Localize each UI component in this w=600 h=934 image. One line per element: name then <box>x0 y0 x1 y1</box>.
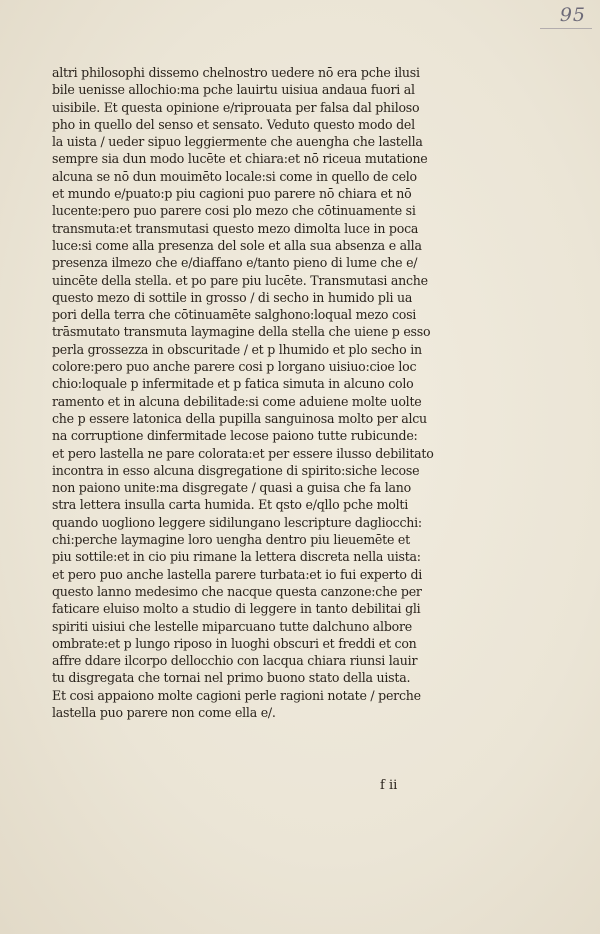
text-line: et pero lastella ne pare colorata:et per essere ilusso debilitato <box>52 445 434 461</box>
text-line: luce:si come alla presenza del sole et alla sua absenza e alla <box>52 237 422 253</box>
text-line: questo lanno medesimo che nacque questa canzone:che per <box>52 583 422 599</box>
text-line: che p essere latonica della pupilla sanguinosa molto per alcu <box>52 410 427 426</box>
text-line: questo mezo di sottile in grosso / di secho in humido pli ua <box>52 289 413 305</box>
text-line: ombrate:et p lungo riposo in luoghi obscuri et freddi et con <box>52 635 417 651</box>
text-line: uisibile. Et questa opinione e/riprouata per falsa dal philoso <box>52 99 420 115</box>
text-line: altri philosophi dissemo chelnostro uedere nō era pche ilusi <box>52 65 420 80</box>
text-line: sempre sia dun modo lucēte et chiara:et nō riceua mutatione <box>52 151 428 167</box>
text-line: ramento et in alcuna debilitade:si come aduiene molte uolte <box>52 393 422 409</box>
text-line: transmuta:et transmutasi questo mezo dimolta luce in poca <box>52 220 419 236</box>
text-line: na corruptione dinfermitade lecose paiono tutte rubicunde: <box>52 428 418 444</box>
folio-number: 95 <box>559 4 586 26</box>
signature-mark: f ii <box>380 778 398 793</box>
text-line: et pero puo anche lastella parere turbata:et io fui experto di <box>52 566 423 582</box>
text-block <box>52 64 552 721</box>
text-line: tu disgregata che tornai nel primo buono stato della uista. <box>52 670 411 686</box>
text-line: spiriti uisiui che lestelle miparcuano tutte dalchuno albore <box>52 618 412 634</box>
text-line: presenza ilmezo che e/diaffano e/tanto pieno di lume che e/ <box>52 255 418 271</box>
text-line: chio:loquale p infermitade et p fatica simuta in alcuno colo <box>52 376 414 392</box>
text-line: alcuna se nō dun mouimēto locale:si come in quello de celo <box>52 168 417 184</box>
text-line: incontra in esso alcuna disgregatione di spirito:siche lecose <box>52 462 420 478</box>
text-line: et mundo e/puato:p piu cagioni puo parere nō chiara et nō <box>52 186 412 202</box>
text-line: faticare eluiso molto a studio di leggere in tanto debilitai gli <box>52 601 421 617</box>
text-line: quando uogliono leggere sidilungano lescripture dagliocchi: <box>52 514 422 530</box>
text-line: lucente:pero puo parere cosi plo mezo che cōtinuamente si <box>52 203 416 219</box>
text-line: Et cosi appaiono molte cagioni perle ragioni notate / perche <box>52 687 421 703</box>
text-line: trāsmutato transmuta laymagine della stella che uiene p esso <box>52 324 431 340</box>
text-line: pho in quello del senso et sensato. Veduto questo modo del <box>52 116 415 132</box>
text-line: chi:perche laymagine loro uengha dentro piu lieuemēte et <box>52 532 410 548</box>
text-line: affre ddare ilcorpo dellocchio con lacqua chiara riunsi lauir <box>52 653 418 669</box>
text-line: pori della terra che cōtinuamēte salghono:loqual mezo cosi <box>52 307 417 323</box>
text-line: la uista / ueder sipuo leggiermente che auengha che lastella <box>52 134 423 150</box>
text-line: stra lettera insulla carta humida. Et qsto e/qllo pche molti <box>52 497 408 513</box>
text-line: lastella puo parere non come ella e/. <box>52 704 276 720</box>
text-line: piu sottile:et in cio piu rimane la lettera discreta nella uista: <box>52 549 421 565</box>
text-line: bile uenisse allochio:ma pche lauirtu uisiua andaua fuori al <box>52 82 415 98</box>
text-line: perla grossezza in obscuritade / et p lhumido et plo secho in <box>52 341 422 357</box>
folio-underline <box>540 28 592 29</box>
text-line: colore:pero puo anche parere cosi p lorgano uisiuo:cioe loc <box>52 359 417 375</box>
text-line: uincēte della stella. et po pare piu lucēte. Transmutasi anche <box>52 272 428 288</box>
text-line: non paiono unite:ma disgregate / quasi a guisa che fa lano <box>52 480 411 496</box>
